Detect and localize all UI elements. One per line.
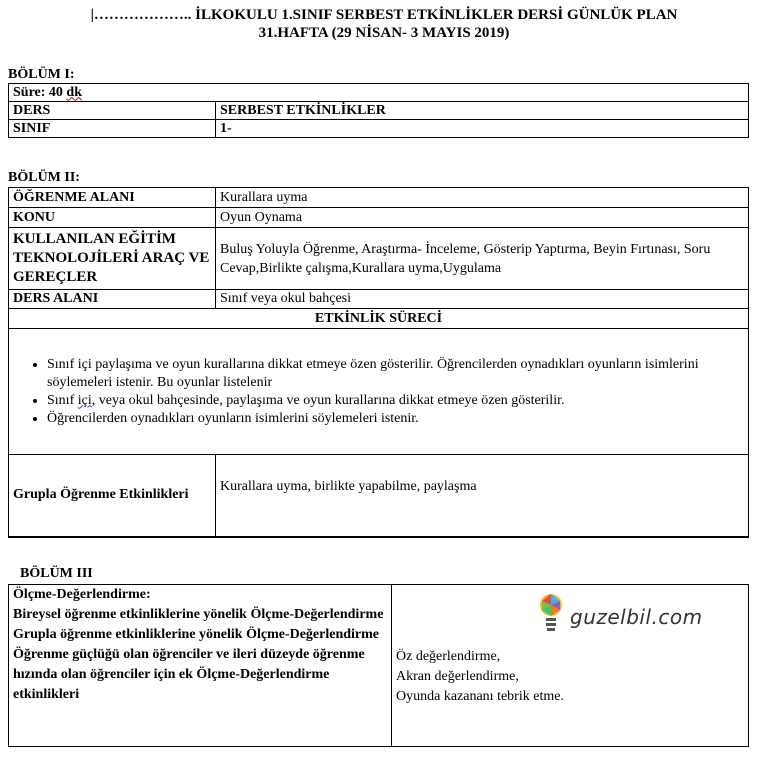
process-item-text: , veya okul bahçesinde, paylaşıma ve oyun kurallarına dikkat etmeye özen gösterilir. bbox=[91, 392, 565, 408]
process-item bbox=[47, 392, 744, 410]
assessment-special: Öğrenme güçlüğü olan öğrenciler ve ileri düzeyde öğrenme hızında olan öğrenciler için ek Ölçme-Değerlendirme etkinlikleri bbox=[13, 647, 365, 702]
assessment-congrats: Oyunda kazananı tebrik etme. bbox=[396, 689, 564, 704]
assessment-left bbox=[9, 585, 392, 747]
duration-unit: dk bbox=[66, 84, 82, 100]
process-item-text: Sınıf içi paylaşıma ve oyun kurallarına dikkat etmeye özen gösterilir. Öğrencilerden oynadıkları oyunların isimlerini söylemeleri istenir. Bu oyunlar listelenir bbox=[47, 356, 699, 390]
watermark-text: guzelbil.com bbox=[570, 604, 703, 629]
konu-label: KONU bbox=[9, 208, 216, 228]
process-cell bbox=[9, 329, 749, 455]
teknoloji-label: KULLANILAN EĞİTİM TEKNOLOJİLERİ ARAÇ VE GEREÇLER bbox=[9, 228, 216, 290]
watermark-logo bbox=[538, 592, 703, 641]
ders-alani-value: Sınıf veya okul bahçesi bbox=[216, 290, 749, 309]
ders-value: SERBEST ETKİNLİKLER bbox=[216, 102, 749, 120]
ders-alani-label: DERS ALANI bbox=[9, 290, 216, 309]
section-2-table bbox=[8, 187, 749, 538]
group-label: Grupla Öğrenme Etkinlikleri bbox=[9, 455, 216, 537]
process-list bbox=[13, 356, 744, 428]
process-title: ETKİNLİK SÜRECİ bbox=[9, 309, 749, 329]
assessment-peer: Akran değerlendirme, bbox=[396, 669, 519, 684]
process-item-text: Öğrencilerden oynadıkları oyunların isimlerini söylemeleri istenir. bbox=[47, 410, 419, 426]
duration-cell bbox=[9, 84, 749, 102]
process-item bbox=[47, 356, 744, 392]
section-2-title: BÖLÜM II: bbox=[8, 170, 80, 185]
teknoloji-value: Buluş Yoluyla Öğrenme, Araştırma- İnceleme, Gösterip Yaptırma, Beyin Fırtınası, Soru Cevap,Birlikte çalışma,Kurallara uyma,Uygulama bbox=[216, 228, 749, 290]
sinif-label: SINIF bbox=[9, 120, 216, 138]
ogrenme-alani-value: Kurallara uyma bbox=[216, 188, 749, 208]
assessment-heading: Ölçme-Değerlendirme: bbox=[13, 587, 151, 602]
spellcheck-word: içi bbox=[77, 392, 92, 408]
ogrenme-alani-label: ÖĞRENME ALANI bbox=[9, 188, 216, 208]
duration-label: Süre: 40 bbox=[13, 84, 67, 100]
assessment-group: Grupla öğrenme etkinliklerine yönelik Ölçme-Değerlendirme bbox=[13, 627, 380, 642]
sinif-value: 1- bbox=[216, 120, 749, 138]
lightbulb-icon bbox=[538, 592, 564, 641]
assessment-individual: Bireysel öğrenme etkinliklerine yönelik Ölçme-Değerlendirme bbox=[13, 607, 384, 622]
ders-label: DERS bbox=[9, 102, 216, 120]
group-value: Kurallara uyma, birlikte yapabilme, paylaşma bbox=[216, 455, 749, 537]
plan-title: |……………….. İLKOKULU 1.SINIF SERBEST ETKİNLİKLER DERSİ GÜNLÜK PLAN bbox=[90, 7, 678, 23]
section-1-table bbox=[8, 83, 749, 138]
process-item-text: Sınıf bbox=[47, 392, 78, 408]
plan-week: 31.HAFTA (29 NİSAN- 3 MAYIS 2019) bbox=[258, 25, 510, 41]
konu-value: Oyun Oynama bbox=[216, 208, 749, 228]
assessment-self: Öz değerlendirme, bbox=[396, 649, 501, 664]
process-item bbox=[47, 410, 744, 428]
section-3-title: BÖLÜM III bbox=[20, 566, 93, 581]
section-1-title: BÖLÜM I: bbox=[8, 67, 75, 82]
